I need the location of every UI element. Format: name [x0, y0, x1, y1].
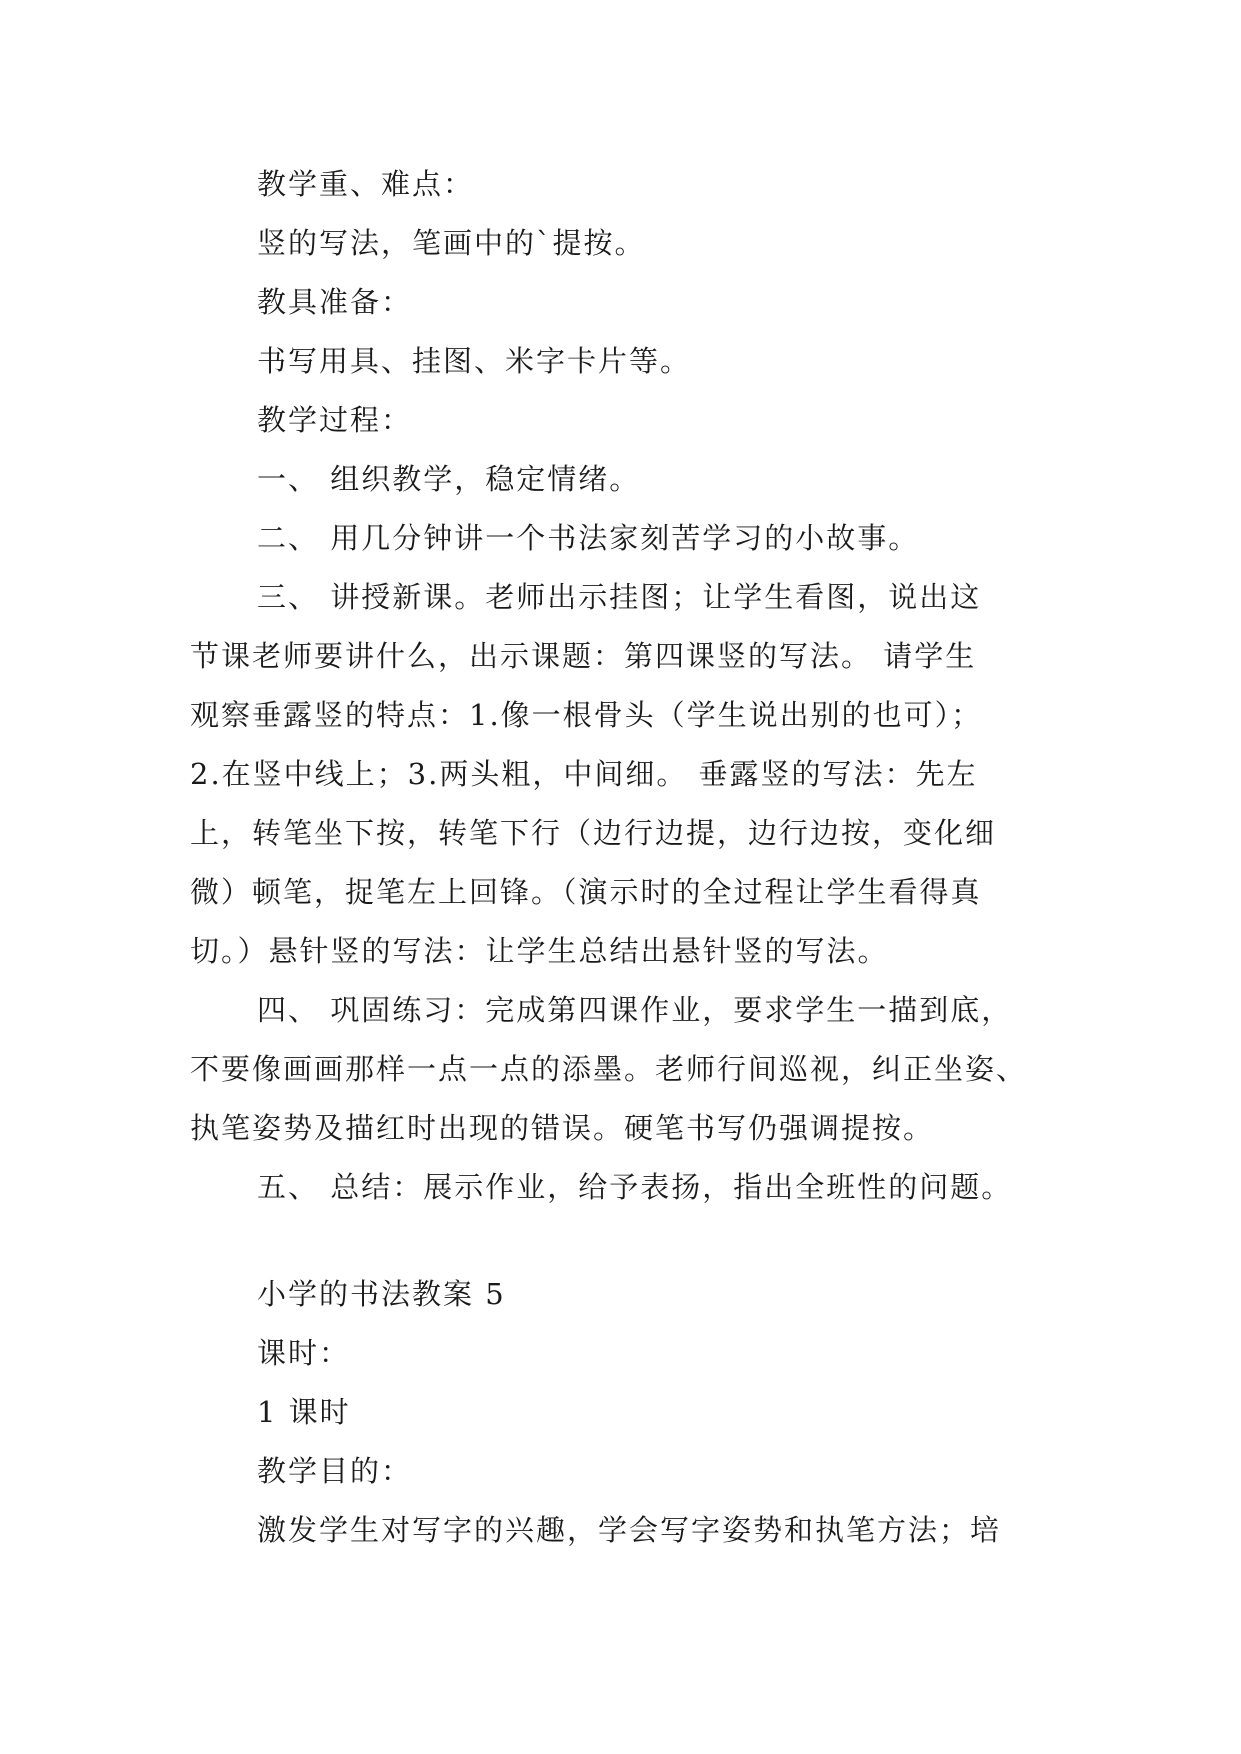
step-2: 二、 用几分钟讲一个书法家刻苦学习的小故事。: [257, 521, 920, 555]
step-3-line-4: 2.在竖中线上；3.两头粗，中间细。 垂露竖的写法：先左: [190, 757, 978, 791]
step-3-line-5: 上，转笔坐下按，转笔下行（边行边提，边行边按，变化细: [190, 816, 997, 850]
heading-class-hours: 课时：: [257, 1336, 351, 1370]
text-teaching-aids: 书写用具、挂图、米字卡片等。: [257, 344, 692, 378]
step-3-line-1: 三、 讲授新课。老师出示挂图；让学生看图，说出这: [257, 580, 982, 614]
step-3-line-6: 微）顿笔，捉笔左上回锋。（演示时的全过程让学生看得真: [190, 875, 982, 909]
step-4-line-2: 不要像画画那样一点一点的添墨。老师行间巡视，纠正坐姿、: [190, 1052, 1028, 1086]
heading-teaching-aids: 教具准备：: [257, 285, 413, 319]
heading-teaching-goals: 教学目的：: [257, 1454, 413, 1488]
text-class-hours: 1 课时: [257, 1395, 351, 1429]
heading-teaching-process: 教学过程：: [257, 403, 413, 437]
text-teaching-goals: 激发学生对写字的兴趣，学会写字姿势和执笔方法；培: [257, 1513, 1002, 1547]
step-4-line-1: 四、 巩固练习：完成第四课作业，要求学生一描到底，: [257, 993, 1013, 1027]
step-4-line-3: 执笔姿势及描红时出现的错误。硬笔书写仍强调提按。: [190, 1111, 935, 1145]
step-3-line-3: 观察垂露竖的特点：1.像一根骨头（学生说出别的也可）；: [190, 698, 983, 732]
lesson-plan-title: 小学的书法教案 5: [257, 1277, 506, 1311]
step-5: 五、 总结：展示作业，给予表扬，指出全班性的问题。: [257, 1170, 1013, 1204]
heading-key-points: 教学重、难点：: [257, 167, 475, 201]
step-3-line-2: 节课老师要讲什么，出示课题：第四课竖的写法。 请学生: [190, 639, 977, 673]
step-1: 一、 组织教学，稳定情绪。: [257, 462, 641, 496]
text-key-points: 竖的写法，笔画中的`提按。: [257, 226, 646, 260]
step-3-line-7: 切。）悬针竖的写法：让学生总结出悬针竖的写法。: [190, 934, 889, 968]
